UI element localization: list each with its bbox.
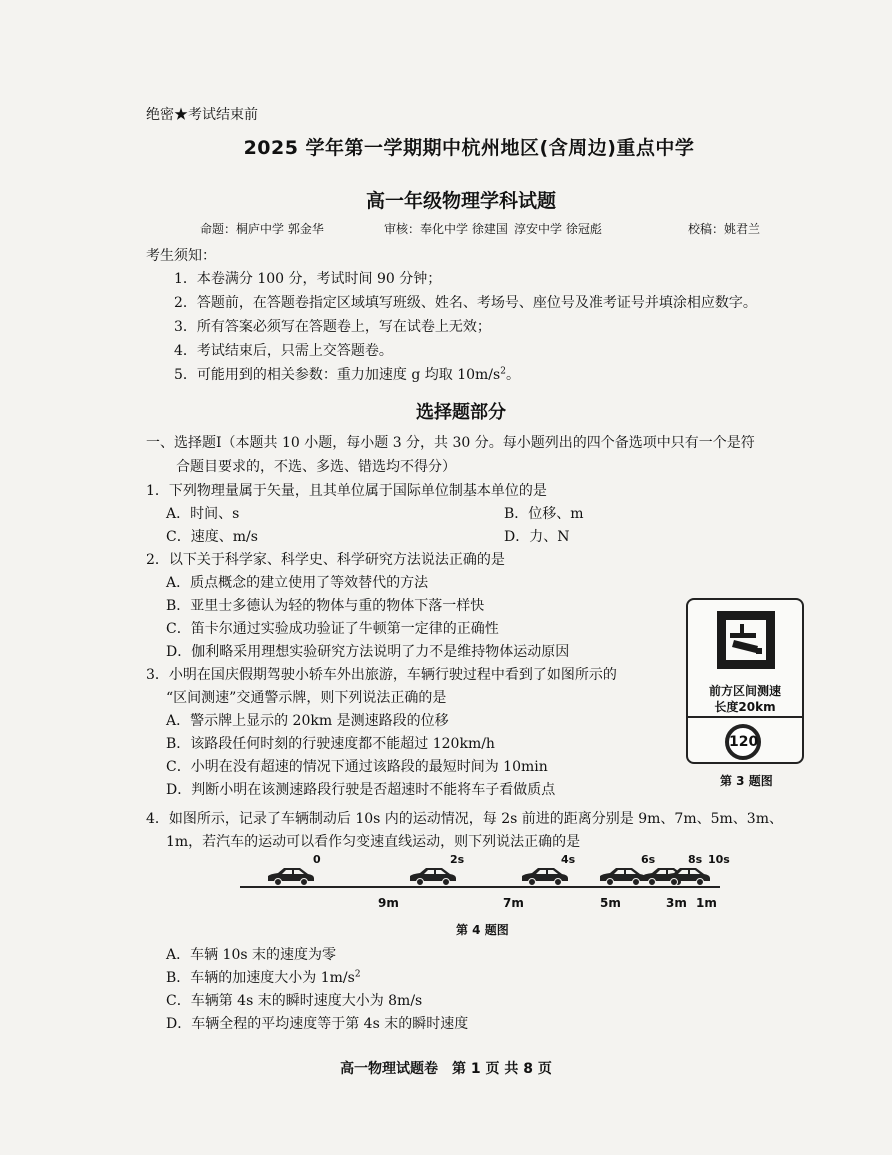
- notice-item: 4．考试结束后，只需上交答题卷。: [174, 343, 393, 359]
- distance-label: 9m: [378, 896, 399, 910]
- q3-option-c: C．小明在没有超速的情况下通过该路段的最短时间为 10min: [166, 759, 548, 775]
- q3-option-a: A．警示牌上显示的 20km 是测速路段的位移: [166, 713, 449, 729]
- exam-title: 2025 学年第一学期期中杭州地区(含周边)重点中学: [243, 137, 695, 159]
- distance-label: 5m: [600, 896, 621, 910]
- sign-text-line2: 长度20km: [714, 700, 776, 714]
- section-title: 选择题部分: [416, 402, 506, 423]
- distance-label: 7m: [503, 896, 524, 910]
- distance-label: 1m: [696, 896, 717, 910]
- time-label: 10s: [708, 853, 730, 866]
- question-4-stem: 4．如图所示，记录了车辆制动后 10s 内的运动情况，每 2s 前进的距离分别是 9m、7m、5m、3m、: [146, 811, 783, 827]
- q2-option-d: D．伽利略采用理想实验研究方法说明了力不是维持物体运动原因: [166, 644, 570, 660]
- sign-divider: [688, 716, 802, 718]
- proofreader-credit: 校稿：姚君兰: [688, 222, 761, 236]
- figure-3-caption: 第 3 题图: [720, 774, 773, 788]
- time-label: 2s: [450, 853, 465, 866]
- q3-option-b: B．该路段任何时刻的行驶速度都不能超过 120km/h: [166, 736, 495, 752]
- notice-item: 2．答题前，在答题卷指定区域填写班级、姓名、考场号、座位号及准考证号并填涂相应数字。: [174, 295, 757, 311]
- q2-option-b: B．亚里士多德认为轻的物体与重的物体下落一样快: [166, 598, 485, 614]
- car-icon: [266, 866, 316, 886]
- time-label: 4s: [561, 853, 576, 866]
- distance-label: 3m: [666, 896, 687, 910]
- question-4-stem-cont: 1m，若汽车的运动可以看作匀变速直线运动，则下列说法正确的是: [166, 834, 581, 850]
- speed-camera-icon: [717, 611, 775, 669]
- car-icon: [520, 866, 570, 886]
- section-intro-cont: 合题目要求的，不选、多选、错选均不得分）: [176, 459, 456, 475]
- speed-camera-sign: [686, 598, 804, 764]
- reviewer-credit: 审核：奉化中学 徐建国: [384, 222, 508, 236]
- question-3-stem: 3．小明在国庆假期驾驶小轿车外出旅游，车辆行驶过程中看到了如图所示的: [146, 667, 617, 683]
- section-intro: 一、选择题Ⅰ（本题共 10 小题，每小题 3 分，共 30 分。每小题列出的四个备选项中只有一个是符: [146, 435, 755, 451]
- q4-option-d: D．车辆全程的平均速度等于第 4s 末的瞬时速度: [166, 1016, 469, 1032]
- q4-option-a: A．车辆 10s 末的速度为零: [166, 947, 337, 963]
- time-label: 6s: [641, 853, 656, 866]
- notice-heading: 考生须知：: [146, 248, 216, 264]
- question-2-stem: 2．以下关于科学家、科学史、科学研究方法说法正确的是: [146, 552, 505, 568]
- exam-subtitle: 高一年级物理学科试题: [365, 190, 556, 212]
- q2-option-a: A．质点概念的建立使用了等效替代的方法: [166, 575, 429, 591]
- notice-item-5: 5．可能用到的相关参数：重力加速度 g 均取 $10m/s^2$。: [174, 366, 520, 383]
- secret-label: 绝密★考试结束前: [146, 107, 258, 123]
- q4-option-b: B．车辆的加速度大小为 $1m/s^2$: [166, 969, 361, 986]
- q1-option-b: B．位移、m: [504, 506, 584, 522]
- page-footer: 高一物理试题卷 第 1 页 共 8 页: [340, 1061, 552, 1077]
- notice-item: 3．所有答案必须写在答题卷上，写在试卷上无效；: [174, 319, 491, 335]
- car-icon: [408, 866, 458, 886]
- q1-option-d: D．力、N: [504, 529, 570, 545]
- notice-item: 1．本卷满分 100 分，考试时间 90 分钟；: [174, 271, 442, 287]
- question-1-stem: 1．下列物理量属于矢量，且其单位属于国际单位制基本单位的是: [146, 483, 547, 499]
- time-label: 8s: [688, 853, 703, 866]
- question-3-stem-cont: “区间测速”交通警示牌，则下列说法正确的是: [166, 690, 447, 706]
- q3-option-d: D．判断小明在该测速路段行驶是否超速时不能将车子看做质点: [166, 782, 556, 798]
- sign-text-line1: 前方区间测速: [708, 684, 781, 698]
- figure-4-caption: 第 4 题图: [456, 923, 509, 937]
- car-icon: [662, 866, 712, 886]
- q1-option-a: A．时间、s: [166, 506, 240, 522]
- q4-option-c: C．车辆第 4s 末的瞬时速度大小为 8m/s: [166, 993, 423, 1009]
- road-line: [240, 886, 720, 888]
- setter-credit: 命题：桐庐中学 郭金华: [200, 222, 324, 236]
- q2-option-c: C．笛卡尔通过实验成功验证了牛顿第一定律的正确性: [166, 621, 499, 637]
- time-label: 0: [313, 853, 321, 866]
- speed-limit-badge: 120: [725, 724, 761, 760]
- q1-option-c: C．速度、m/s: [166, 529, 258, 545]
- reviewer2-credit: 淳安中学 徐冠彪: [514, 222, 602, 236]
